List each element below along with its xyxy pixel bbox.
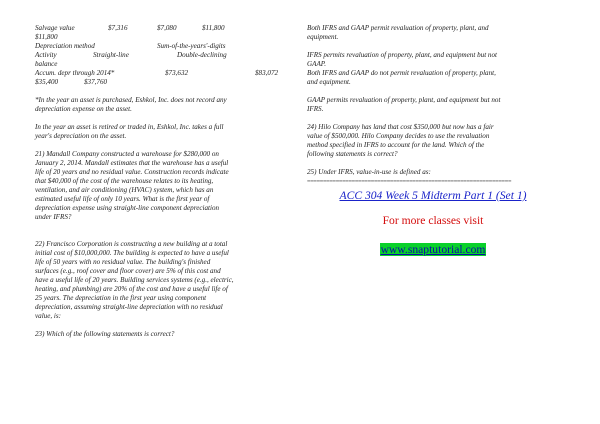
text-line: life of 20 years and no residual value. Construction records indicate xyxy=(35,168,229,176)
table-row-activity xyxy=(35,51,285,60)
question-22 xyxy=(35,240,285,321)
question-21 xyxy=(35,150,285,222)
right-column xyxy=(307,24,559,258)
text-line: *In the year an asset is purchased, Eshkol, Inc. does not record any xyxy=(35,96,227,104)
site-link[interactable]: www.snaptutorial.com xyxy=(380,243,486,256)
table-cell: Straight-line xyxy=(93,51,129,59)
table-cell: Accum. depr through 2014* xyxy=(35,69,115,77)
text-line: IFRS permits revaluation of property, plant, and equipment but not xyxy=(307,51,497,59)
text-line: 22) Francisco Corporation is constructing a new building at a total xyxy=(35,240,228,248)
table-cell: $11,800 xyxy=(35,33,58,41)
text-line: In the year an asset is retired or traded in, Eshkol, Inc. takes a full xyxy=(35,123,224,131)
text-line: Both IFRS and GAAP do not permit revaluation of property, plant, xyxy=(307,69,496,77)
text-line: 21) Mandall Company constructed a warehouse for $280,000 on xyxy=(35,150,219,158)
table-cell: $35,400 xyxy=(35,78,59,86)
answer-option xyxy=(307,24,559,42)
table-row-accum xyxy=(35,69,285,78)
text-line: depreciation, assuming straight-line depreciation with no residual xyxy=(35,303,223,311)
text-line: method specified in IFRS to account for the land. Which of the xyxy=(307,141,485,149)
table-row-accum-wrap xyxy=(35,78,285,87)
text-line: value, is: xyxy=(35,312,62,320)
table-cell: Sum-of-the-years'-digits xyxy=(157,42,226,50)
text-line: heating, and plumbing) are 20% of the cost and have a useful life of xyxy=(35,285,228,293)
table-cell: $7,080 xyxy=(157,24,177,32)
note-retire-year xyxy=(35,123,285,141)
text-line: that $40,000 of the cost of the warehouse relates to its heating, xyxy=(35,177,214,185)
text-line: GAAP permits revaluation of property, plant, and equipment but not xyxy=(307,96,501,104)
note-purchase-year xyxy=(35,96,285,114)
text-line: estimated useful life of only 10 years. What is the first year of xyxy=(35,195,210,203)
text-line: 24) Hilo Company has land that cost $350,000 but now has a fair xyxy=(307,123,494,131)
table-cell: $7,316 xyxy=(108,24,128,32)
text-line: GAAP. xyxy=(307,60,326,68)
text-line: life of 50 years with no residual value. The building's finished xyxy=(35,258,211,266)
text-line: and equipment. xyxy=(307,78,351,86)
more-classes-text: For more classes visit xyxy=(382,214,484,227)
question-23: 23) Which of the following statements is correct? xyxy=(35,330,175,338)
text-line: year's depreciation on the asset. xyxy=(35,132,127,140)
text-line: ventilation, and air conditioning (HVAC) system, which has an xyxy=(35,186,214,194)
left-column xyxy=(35,24,285,339)
table-cell: $11,800 xyxy=(202,24,225,32)
text-line: following statements is correct? xyxy=(307,150,398,158)
table-cell: $83,072 xyxy=(255,69,279,77)
table-cell: Salvage value xyxy=(35,24,75,32)
course-title-link[interactable]: ACC 304 Week 5 Midterm Part 1 (Set 1) xyxy=(339,189,527,202)
question-24 xyxy=(307,123,559,159)
text-line: Both IFRS and GAAP permit revaluation of property, plant, and xyxy=(307,24,489,32)
text-line: value of $500,000. Hilo Company decides to use the revaluation xyxy=(307,132,490,140)
table-cell: Activity xyxy=(35,51,57,59)
site-link-wrapper xyxy=(307,240,559,258)
text-line: have a useful life of 20 years. Building services systems (e.g., electric, xyxy=(35,276,234,284)
answer-option xyxy=(307,96,559,114)
separator-line: ================================================================ xyxy=(307,178,512,185)
text-line: depreciation expense on the asset. xyxy=(35,105,132,113)
text-line: initial cost of $10,000,000. The building is expected to have a useful xyxy=(35,249,229,257)
table-row-salvage xyxy=(35,24,285,33)
table-cell: $73,632 xyxy=(165,69,189,77)
text-line: under IFRS? xyxy=(35,213,72,221)
table-cell: Depreciation method xyxy=(35,42,95,50)
text-line: 25 years. The depreciation in the first year using component xyxy=(35,294,207,302)
table-cell: Double-declining xyxy=(177,51,227,59)
question-25: 25) Under IFRS, value-in-use is defined as: xyxy=(307,168,431,176)
table-cell: balance xyxy=(35,60,58,68)
table-cell: $37,760 xyxy=(84,78,108,86)
text-line: IFRS. xyxy=(307,105,324,113)
text-line: equipment. xyxy=(307,33,339,41)
answer-option xyxy=(307,51,559,87)
text-line: depreciation expense using straight-line component depreciation xyxy=(35,204,220,212)
text-line: January 2, 2014. Mandall estimates that the warehouse has a useful xyxy=(35,159,229,167)
text-line: surfaces (e.g., roof cover and floor cover) are 5% of this cost and xyxy=(35,267,221,275)
table-row-method xyxy=(35,42,285,51)
